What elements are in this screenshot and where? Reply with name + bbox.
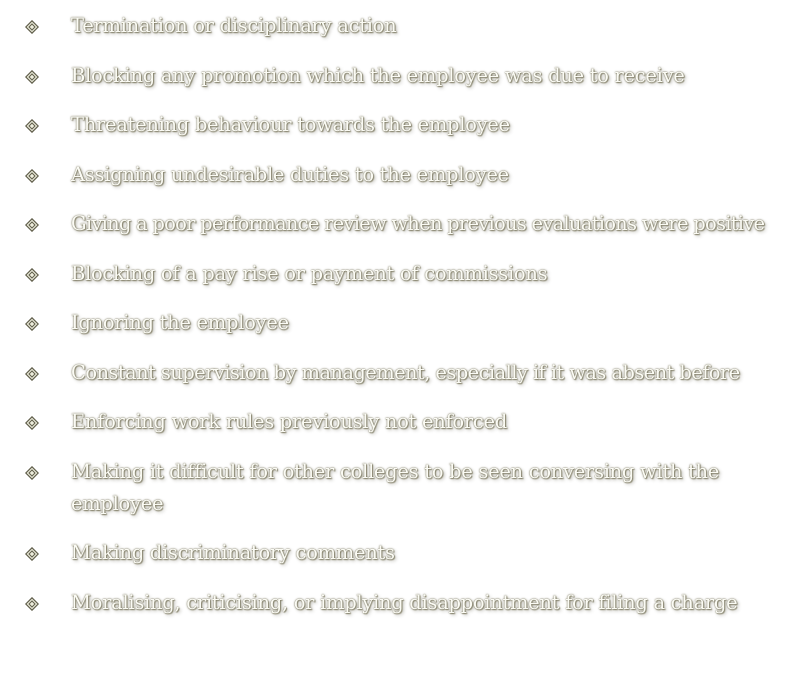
bullet-text: Moralising, criticising, or implying disappointment for filing a charge (71, 590, 738, 614)
diamond-bullet-icon (25, 466, 39, 480)
diamond-bullet-icon (25, 268, 39, 282)
diamond-bullet-icon (25, 367, 39, 381)
bullet-text: Constant supervision by management, especially if it was absent before (71, 360, 740, 384)
list-item (0, 456, 810, 520)
bullet-text: Making discriminatory comments (71, 541, 395, 564)
list-item (0, 208, 810, 240)
diamond-bullet-icon (25, 169, 39, 183)
bullet-text: Blocking of a pay rise or payment of commissions (71, 261, 548, 285)
list-item (0, 159, 810, 191)
list-item (0, 406, 810, 438)
bullet-text: Making it difficult for other colleges to be seen conversing with the employee (71, 459, 720, 515)
diamond-bullet-icon (25, 547, 39, 561)
diamond-bullet-icon (25, 597, 39, 611)
bullet-text: Giving a poor performance review when previous evaluations were positive (71, 212, 765, 235)
diamond-bullet-icon (25, 218, 39, 232)
bullet-list (0, 10, 810, 636)
bullet-text: Threatening behaviour towards the employee (71, 113, 510, 136)
list-item (0, 10, 810, 42)
bullet-text: Blocking any promotion which the employee was due to receive (71, 63, 685, 87)
list-item (0, 307, 810, 339)
list-item (0, 60, 810, 92)
list-item (0, 357, 810, 389)
list-item (0, 109, 810, 141)
list-item (0, 537, 810, 569)
bullet-text: Enforcing work rules previously not enforced (71, 410, 507, 433)
diamond-bullet-icon (25, 119, 39, 133)
list-item (0, 587, 810, 619)
bullet-text: Termination or disciplinary action (71, 14, 397, 37)
diamond-bullet-icon (25, 416, 39, 430)
bullet-text: Ignoring the employee (71, 311, 289, 334)
list-item (0, 258, 810, 290)
diamond-bullet-icon (25, 70, 39, 84)
bullet-text: Assigning undesirable duties to the employee (71, 162, 509, 186)
diamond-bullet-icon (25, 317, 39, 331)
diamond-bullet-icon (25, 20, 39, 34)
